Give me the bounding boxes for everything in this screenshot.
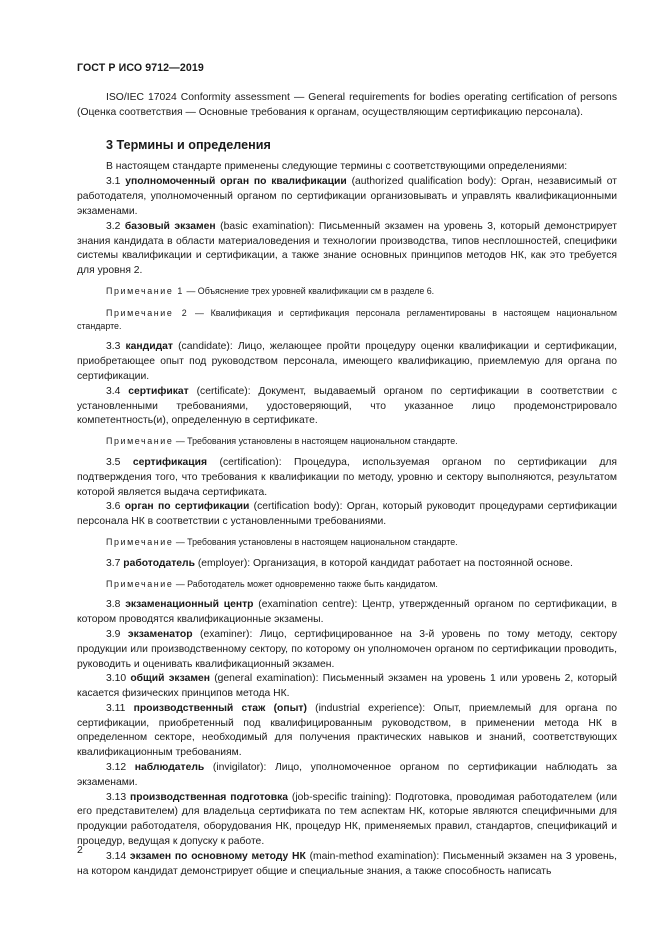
term-definition: (examiner): Лицо, сертифицированное на 3-й уровень по тому методу, сектору продукции или производственному сектору, по которому он уполномочен органом по сертификации проводить, руководить и оценивать квалификационный экзамен. bbox=[77, 628, 618, 670]
term-3-10 bbox=[77, 672, 617, 702]
term-definition: (certification): Процедура, используемая органом по сертификации для подтверждения того, что требования к квалификации по методу, уровню и сектору выполняются, результатом которой является выдача сертификата. bbox=[77, 456, 618, 498]
term-3-4 bbox=[77, 385, 617, 429]
term-number: 3.13 bbox=[106, 791, 127, 803]
term-name: экзаменатор bbox=[127, 628, 193, 640]
term-name: наблюдатель bbox=[134, 762, 205, 774]
note-label: Примечание bbox=[106, 578, 174, 589]
term-3-2 bbox=[77, 220, 617, 279]
term-definition: (certification body): Орган, который руководит процедурами сертификации персонала НК в соответствии с установленными требованиями. bbox=[77, 501, 618, 528]
term-name: общий экзамен bbox=[130, 673, 210, 685]
term-number: 3.10 bbox=[106, 673, 127, 685]
term-name: производственная подготовка bbox=[130, 791, 288, 803]
normative-reference: ISO/IEC 17024 Conformity assessment — General requirements for bodies operating certification of persons (Оценка соответствия — Основные требования к органам, осуществляющим сертификацию персонала). bbox=[77, 92, 617, 118]
note-text: — Объяснение трех уровней квалификации см в разделе 6. bbox=[183, 285, 435, 296]
term-3-7 bbox=[77, 557, 617, 572]
term-number: 3.1 bbox=[106, 176, 121, 188]
term-definition: (authorized qualification body): Орган, независимый от работодателя, уполномоченный органом по сертификации организовывать и управлять квалификационными экзаменами. bbox=[77, 176, 618, 217]
term-name: сертификат bbox=[128, 385, 189, 397]
note-3-2-1 bbox=[77, 285, 617, 298]
term-name: работодатель bbox=[123, 557, 195, 569]
document-header: ГОСТ Р ИСО 9712—2019 bbox=[77, 62, 204, 74]
term-number: 3.12 bbox=[106, 762, 127, 774]
term-name: орган по сертификации bbox=[124, 501, 250, 513]
term-number: 3.14 bbox=[106, 850, 127, 862]
note-label: Примечание 2 bbox=[106, 307, 189, 318]
term-3-8 bbox=[77, 598, 617, 628]
term-3-12 bbox=[77, 761, 617, 791]
term-3-1 bbox=[77, 175, 617, 219]
note-text: — Квалификация и сертификация персонала регламентированы в настоящем национальном стандарте. bbox=[77, 307, 617, 331]
term-definition: (certificate): Документ, выдаваемый органом по сертификации в соответствии с установленными требованиями, удостоверяющий, что указанное лицо продемонстрировало компетентность(и), определенную в сертификате. bbox=[77, 385, 618, 427]
term-3-13 bbox=[77, 791, 617, 850]
term-3-11 bbox=[77, 702, 617, 761]
term-3-5 bbox=[77, 456, 617, 500]
note-text: — Работодатель может одновременно также быть кандидатом. bbox=[173, 578, 438, 589]
term-number: 3.9 bbox=[106, 628, 121, 640]
term-name: экзамен по основному методу НК bbox=[129, 850, 306, 862]
term-name: базовый экзамен bbox=[124, 220, 216, 232]
term-name: экзаменационный центр bbox=[125, 599, 254, 611]
term-name: кандидат bbox=[125, 341, 173, 353]
note-3-7 bbox=[77, 578, 617, 591]
term-number: 3.3 bbox=[106, 341, 121, 353]
term-name: сертификация bbox=[132, 456, 208, 468]
term-number: 3.5 bbox=[106, 456, 121, 468]
term-definition: (examination centre): Центр, утвержденный органом по сертификации, в котором проводятся квалификационные экзамены. bbox=[77, 599, 618, 626]
note-3-2-2 bbox=[77, 307, 617, 333]
term-number: 3.11 bbox=[106, 702, 126, 714]
term-definition: (main-method examination): Письменный экзамен на 3 уровень, на котором кандидат демонстрирует общие и специальные знания, а также способность написать bbox=[77, 850, 617, 877]
note-3-4 bbox=[77, 435, 617, 448]
note-label: Примечание 1 bbox=[106, 285, 184, 296]
term-3-9 bbox=[77, 628, 617, 672]
term-definition: (general examination): Письменный экзамен на уровень 1 или уровень 2, который касается физических принципов метода НК. bbox=[77, 673, 618, 700]
term-number: 3.4 bbox=[106, 385, 121, 397]
term-3-6 bbox=[77, 500, 617, 530]
term-number: 3.2 bbox=[106, 220, 121, 232]
note-3-6 bbox=[77, 536, 617, 549]
term-name: производственный стаж (опыт) bbox=[133, 702, 307, 714]
term-number: 3.6 bbox=[106, 501, 121, 513]
section-intro: В настоящем стандарте применены следующие термины с соответствующими определениями: bbox=[106, 160, 568, 172]
term-definition: (industrial experience): Опыт, приемлемый для органа по сертификации, приобретенный под квалифицированным руководством, в применении метода НК в определенном секторе, необходимый для получения практических навыков и знаний, соответствующих квалификационным требованиям. bbox=[77, 702, 618, 759]
term-definition: (invigilator): Лицо, уполномоченное органом по сертификации наблюдать за экзаменами. bbox=[77, 762, 618, 788]
page-number: 2 bbox=[77, 845, 83, 856]
term-number: 3.7 bbox=[106, 557, 121, 569]
note-label: Примечание bbox=[106, 436, 174, 447]
note-text: — Требования установлены в настоящем национальном стандарте. bbox=[173, 436, 458, 447]
term-definition: (candidate): Лицо, желающее пройти процедуру оценки квалификации и сертификации, приобретающее опыт под руководством персонала, имеющего квалификацию, приемлемую для органа по сертификации. bbox=[77, 341, 618, 382]
term-definition: (employer): Организация, в которой кандидат работает на постоянной основе. bbox=[197, 557, 573, 569]
term-number: 3.8 bbox=[106, 599, 121, 611]
section-title: 3 Термины и определения bbox=[106, 137, 271, 152]
note-text: — Требования установлены в настоящем национальном стандарте. bbox=[173, 536, 458, 547]
term-definition: (basic examination): Письменный экзамен на уровень 3, который демонстрирует знания кандидата в области материаловедения и технологии производства, типов несплошностей, специфики системы квалификации и сертификации, а также знание основных принципов методов НК, как это требуется для уровня 2. bbox=[77, 220, 617, 277]
term-3-3 bbox=[77, 340, 617, 384]
page-body bbox=[77, 91, 617, 879]
note-label: Примечание bbox=[106, 536, 174, 547]
term-name: уполномоченный орган по квалификации bbox=[125, 176, 347, 188]
term-definition: (job-specific training): Подготовка, проводимая работодателем (или его представителем) для владельца сертификата по тем аспектам НК, которые являются специфичными для продукции работодателя, оборудования НК, процедур НК, применяемых правил, стандартов, спецификаций и процедур, ведущая к допуску к работе. bbox=[77, 791, 618, 848]
term-3-14 bbox=[77, 850, 617, 880]
